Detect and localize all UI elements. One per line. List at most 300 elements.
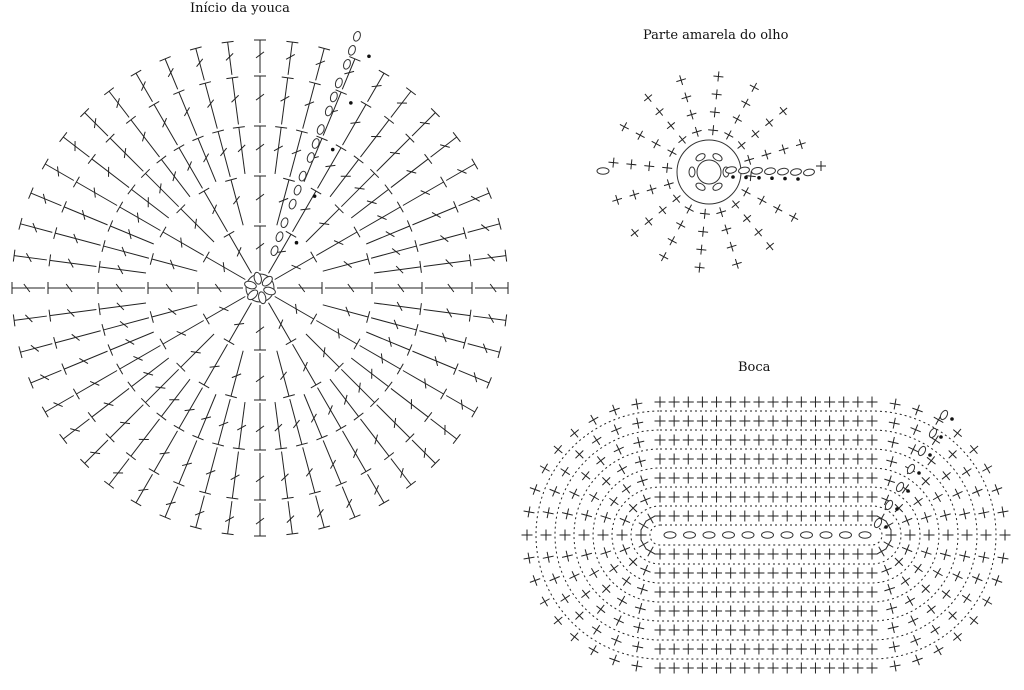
chain-stitch — [840, 532, 852, 538]
stitch-stem — [366, 226, 409, 244]
single-crochet — [867, 397, 878, 408]
stitch-stem — [446, 396, 475, 413]
single-crochet — [824, 625, 835, 636]
stitch-stem — [323, 259, 368, 271]
stitch-stem — [198, 138, 216, 181]
single-crochet — [838, 606, 849, 617]
slip-stitch — [884, 525, 888, 529]
stitch-stem — [31, 193, 61, 206]
single-crochet — [669, 492, 680, 503]
stitch-stem — [63, 137, 89, 157]
stitch-top-bar — [29, 377, 34, 388]
single-crochet — [796, 454, 807, 465]
single-crochet — [732, 259, 742, 269]
stitch-stroke — [623, 544, 627, 554]
single-crochet — [659, 206, 667, 214]
stitch-stroke — [984, 597, 990, 607]
single-crochet — [852, 663, 863, 674]
double-crochet — [173, 90, 197, 136]
single-crochet — [592, 625, 601, 634]
single-crochet — [626, 159, 636, 169]
single-crochet — [725, 511, 736, 522]
single-crochet — [614, 444, 624, 454]
double-crochet — [277, 282, 322, 294]
stitch-stem — [136, 73, 153, 102]
single-crochet — [867, 663, 878, 674]
single-crochet — [570, 429, 578, 437]
double-crochet — [254, 503, 266, 536]
stitch-top-bar — [379, 70, 389, 76]
chain-stitch — [597, 168, 609, 174]
stitch-slash — [420, 122, 430, 123]
single-crochet — [622, 484, 631, 493]
single-crochet — [639, 540, 649, 550]
stitch-stroke — [935, 568, 941, 578]
single-crochet — [824, 511, 835, 522]
mouth-oval-diagram — [522, 397, 1011, 674]
single-crochet — [620, 544, 630, 554]
single-crochet — [664, 179, 674, 189]
single-crochet — [725, 568, 736, 579]
double-crochet — [316, 227, 360, 256]
single-crochet — [824, 568, 835, 579]
stitch-stroke — [659, 206, 665, 214]
single-crochet — [796, 625, 807, 636]
double-crochet — [29, 370, 62, 388]
single-crochet — [733, 115, 742, 124]
single-crochet — [838, 492, 849, 503]
single-crochet — [889, 641, 900, 652]
stitch-top-bar — [160, 515, 171, 520]
stitch-stroke — [908, 447, 918, 452]
stitch-top-bar — [311, 188, 321, 194]
stitch-stem — [161, 159, 190, 196]
double-crochet — [330, 156, 363, 197]
stitch-stroke — [752, 130, 758, 138]
chain-stitch — [723, 532, 735, 538]
stitch-stem — [412, 351, 455, 369]
stitch-stroke — [640, 498, 650, 502]
single-crochet — [838, 416, 849, 427]
single-crochet — [921, 547, 931, 557]
slip-stitch — [895, 507, 899, 511]
single-crochet — [708, 125, 718, 135]
single-crochet — [662, 163, 672, 173]
double-crochet — [254, 305, 266, 350]
chain-stitch — [703, 532, 715, 538]
double-crochet — [99, 303, 146, 315]
stitch-slash — [185, 409, 195, 410]
single-crochet — [972, 574, 982, 584]
double-crochet — [108, 332, 154, 356]
double-crochet — [177, 205, 214, 242]
stitch-slash — [143, 372, 153, 375]
single-crochet — [609, 497, 618, 506]
double-crochet — [233, 127, 245, 174]
single-crochet — [676, 75, 686, 85]
slip-stitch — [939, 435, 943, 439]
single-crochet — [639, 521, 649, 531]
stitch-stem — [282, 78, 288, 125]
double-crochet — [131, 70, 153, 102]
stitch-top-bar — [487, 377, 492, 388]
stitch-stem — [368, 474, 385, 503]
stitch-stem — [136, 474, 153, 503]
stitch-stem — [181, 209, 214, 242]
slip-stitch — [770, 176, 774, 180]
double-crochet — [106, 405, 143, 442]
stitch-top-bar — [104, 481, 114, 488]
stitch-top-bar — [316, 435, 327, 440]
stitch-stem — [205, 447, 217, 492]
stitch-stem — [323, 440, 341, 483]
double-crochet — [60, 132, 90, 157]
double-crochet — [222, 501, 234, 535]
single-crochet — [768, 625, 779, 636]
single-crochet — [725, 435, 736, 446]
stitch-slash — [137, 213, 138, 223]
stitch-stroke — [649, 161, 650, 171]
diagram-title-eye: Parte amarela do olho — [643, 28, 789, 43]
stitch-slash — [367, 201, 377, 204]
single-crochet — [739, 435, 750, 446]
single-crochet — [541, 530, 552, 541]
stitch-top-bar — [126, 453, 136, 460]
single-crochet — [739, 644, 750, 655]
single-crochet — [810, 644, 821, 655]
stitch-stem — [446, 164, 475, 181]
stitch-stem — [377, 405, 410, 438]
stitch-stroke — [562, 467, 568, 476]
double-crochet — [190, 47, 204, 80]
single-crochet — [669, 397, 680, 408]
single-crochet — [739, 397, 750, 408]
single-crochet — [768, 473, 779, 484]
stitch-stem — [104, 246, 149, 258]
stitch-stroke — [562, 594, 568, 603]
stitch-stroke — [970, 445, 977, 453]
double-crochet — [128, 358, 169, 391]
single-crochet — [867, 511, 878, 522]
stitch-stem — [179, 92, 197, 135]
stitch-top-bar — [62, 201, 67, 212]
double-crochet — [54, 227, 101, 245]
double-crochet — [49, 309, 96, 321]
single-crochet — [962, 594, 971, 603]
double-crochet — [106, 134, 143, 171]
chain-stitch — [306, 152, 315, 164]
single-crochet — [838, 568, 849, 579]
double-crochet — [198, 282, 243, 294]
single-crochet — [732, 201, 740, 209]
double-crochet — [281, 452, 293, 499]
single-crochet — [970, 445, 978, 453]
stitch-stem — [232, 452, 238, 499]
stitch-stem — [377, 138, 410, 171]
double-crochet — [419, 331, 466, 349]
single-crochet — [796, 416, 807, 427]
stitch-stem — [165, 487, 178, 517]
single-crochet — [631, 229, 639, 237]
stitch-stem — [152, 259, 197, 271]
stitch-stroke — [656, 109, 664, 115]
single-crochet — [655, 625, 666, 636]
single-crochet — [998, 553, 1009, 564]
stitch-stem — [85, 113, 108, 136]
single-crochet — [755, 228, 763, 236]
single-crochet — [867, 549, 878, 560]
stitch-top-bar — [42, 407, 48, 417]
single-crochet — [933, 492, 943, 502]
stitch-stem — [218, 399, 230, 444]
stitch-top-bar — [128, 382, 135, 392]
single-crochet — [697, 397, 708, 408]
stitch-stroke — [632, 229, 638, 237]
single-crochet — [683, 416, 694, 427]
double-crochet — [254, 40, 266, 73]
eye-diagram — [597, 71, 826, 272]
stitch-stem — [55, 331, 100, 343]
stitch-stroke — [596, 606, 605, 613]
stitch-stroke — [732, 201, 740, 207]
stitch-stem — [229, 234, 252, 273]
single-crochet — [683, 549, 694, 560]
single-crochet — [852, 606, 863, 617]
single-crochet — [614, 616, 624, 626]
stitch-stem — [165, 59, 178, 89]
stitch-stroke — [760, 196, 765, 205]
single-crochet — [779, 145, 789, 155]
single-crochet — [810, 568, 821, 579]
single-crochet — [888, 437, 899, 448]
single-crochet — [713, 71, 723, 81]
stitch-stem — [391, 459, 411, 485]
single-crochet — [912, 405, 922, 415]
double-crochet — [150, 305, 197, 323]
chain-stitch — [352, 31, 361, 43]
double-crochet — [104, 459, 129, 489]
stitch-stem — [473, 316, 506, 320]
chain-stitch — [917, 445, 927, 457]
stitch-top-bar — [441, 389, 447, 399]
single-crochet — [824, 473, 835, 484]
double-crochet — [102, 318, 149, 336]
double-crochet — [13, 314, 47, 326]
stitch-stroke — [646, 218, 652, 226]
single-crochet — [725, 492, 736, 503]
stitch-stem — [306, 209, 339, 242]
stitch-stroke — [611, 497, 617, 506]
single-crochet — [867, 435, 878, 446]
double-crochet — [277, 351, 295, 398]
stitch-slash — [375, 435, 378, 445]
double-crochet — [377, 134, 414, 171]
stitch-stroke — [901, 578, 910, 584]
stitch-stem — [109, 91, 129, 117]
chain-stitch — [859, 532, 871, 538]
stitch-stem — [431, 137, 457, 157]
stitch-top-bar — [336, 482, 347, 487]
double-crochet — [199, 188, 228, 232]
stitch-stroke — [591, 568, 597, 578]
single-crochet — [981, 530, 992, 541]
stitch-stem — [316, 232, 357, 256]
stitch-stroke — [644, 95, 652, 101]
stitch-stroke — [617, 466, 627, 472]
single-crochet — [589, 415, 599, 425]
stitch-top-bar — [397, 364, 403, 374]
stitch-stroke — [611, 428, 621, 432]
stitch-stem — [228, 501, 232, 534]
stitch-slash — [120, 422, 130, 423]
stitch-stem — [181, 334, 214, 367]
double-crochet — [459, 188, 492, 206]
stitch-top-bar — [349, 57, 360, 62]
stitch-stem — [204, 191, 228, 232]
stitch-top-bar — [453, 434, 460, 444]
stitch-stem — [229, 303, 252, 342]
stitch-stroke — [592, 627, 601, 633]
single-crochet — [768, 549, 779, 560]
stitch-slash — [425, 378, 426, 388]
single-crochet — [673, 195, 681, 203]
single-crochet — [753, 549, 764, 560]
stitch-stem — [120, 207, 161, 231]
slip-stitch — [796, 177, 800, 181]
double-crochet — [468, 344, 501, 358]
single-crochet — [637, 476, 647, 486]
stitch-stem — [110, 332, 153, 350]
single-crochet — [655, 492, 666, 503]
single-crochet — [711, 587, 722, 598]
stitch-stroke — [935, 492, 941, 502]
single-crochet — [796, 606, 807, 617]
single-crochet — [739, 416, 750, 427]
single-crochet — [782, 454, 793, 465]
single-crochet — [669, 454, 680, 465]
single-crochet — [712, 89, 722, 99]
single-crochet — [629, 504, 637, 512]
double-crochet — [468, 218, 501, 232]
stitch-stroke — [955, 489, 960, 499]
stitch-stem — [50, 260, 97, 266]
single-crochet — [725, 473, 736, 484]
single-crochet — [589, 492, 599, 502]
single-crochet — [911, 635, 921, 645]
single-crochet — [620, 122, 629, 131]
single-crochet — [852, 568, 863, 579]
single-crochet — [838, 625, 849, 636]
stitch-top-bar — [117, 202, 123, 212]
single-crochet — [768, 416, 779, 427]
double-crochet — [99, 261, 146, 274]
single-crochet — [789, 213, 798, 222]
single-crochet — [676, 221, 685, 230]
single-crochet — [668, 236, 677, 245]
stitch-stem — [468, 224, 500, 233]
chain-stitch — [762, 532, 774, 538]
single-crochet — [725, 416, 736, 427]
stitch-slash — [372, 85, 382, 86]
single-crochet — [838, 644, 849, 655]
single-crochet — [782, 587, 793, 598]
stitch-stroke — [646, 516, 656, 522]
single-crochet — [765, 119, 773, 127]
stitch-top-bar — [174, 425, 184, 431]
stitch-top-bar — [361, 469, 371, 475]
double-crochet — [316, 496, 330, 529]
single-crochet — [711, 644, 722, 655]
slip-stitch — [928, 453, 932, 457]
stitch-stroke — [964, 467, 970, 476]
single-crochet — [725, 606, 736, 617]
slip-stitch — [367, 55, 371, 59]
stitch-stem — [277, 351, 289, 396]
single-crochet — [609, 564, 618, 573]
stitch-slash — [306, 468, 312, 476]
single-crochet — [655, 397, 666, 408]
single-crochet — [992, 575, 1002, 585]
double-crochet — [157, 156, 190, 197]
single-crochet — [656, 108, 664, 116]
single-crochet — [744, 155, 754, 165]
single-crochet — [636, 530, 647, 541]
single-crochet — [768, 587, 779, 598]
single-crochet — [632, 641, 643, 652]
stitch-stem — [330, 379, 359, 416]
single-crochet — [852, 492, 863, 503]
single-crochet — [768, 492, 779, 503]
single-crochet — [697, 492, 708, 503]
single-crochet — [633, 437, 644, 448]
stitch-stroke — [927, 457, 936, 464]
stitch-stem — [360, 346, 401, 370]
double-crochet — [19, 344, 52, 358]
double-crochet — [192, 136, 216, 182]
single-crochet — [725, 625, 736, 636]
double-crochet — [403, 177, 447, 206]
single-crochet — [867, 644, 878, 655]
single-crochet — [992, 484, 1002, 494]
stitch-stroke — [908, 618, 918, 623]
chain-stitch — [288, 198, 297, 210]
stitch-stem — [303, 447, 315, 492]
stitch-slash — [223, 262, 224, 272]
stitch-stem — [64, 207, 107, 225]
chain-stitch — [928, 427, 938, 439]
single-crochet — [711, 511, 722, 522]
single-crochet — [569, 489, 579, 499]
stitch-stem — [403, 182, 444, 206]
single-crochet — [953, 633, 961, 641]
stitch-slash — [424, 448, 425, 458]
single-crochet — [927, 605, 936, 614]
stitch-slash — [390, 152, 400, 153]
stitch-stem — [109, 459, 129, 485]
single-crochet — [959, 551, 970, 562]
stitch-stem — [371, 246, 416, 258]
stitch-top-bar — [406, 481, 416, 488]
single-crochet — [914, 497, 923, 506]
stitch-top-bar — [354, 227, 360, 237]
single-crochet — [669, 435, 680, 446]
double-crochet — [254, 353, 266, 400]
single-crochet — [727, 242, 737, 252]
stitch-slash — [104, 403, 114, 406]
single-crochet — [943, 530, 954, 541]
stitch-stroke — [766, 243, 774, 249]
single-crochet — [611, 425, 621, 435]
